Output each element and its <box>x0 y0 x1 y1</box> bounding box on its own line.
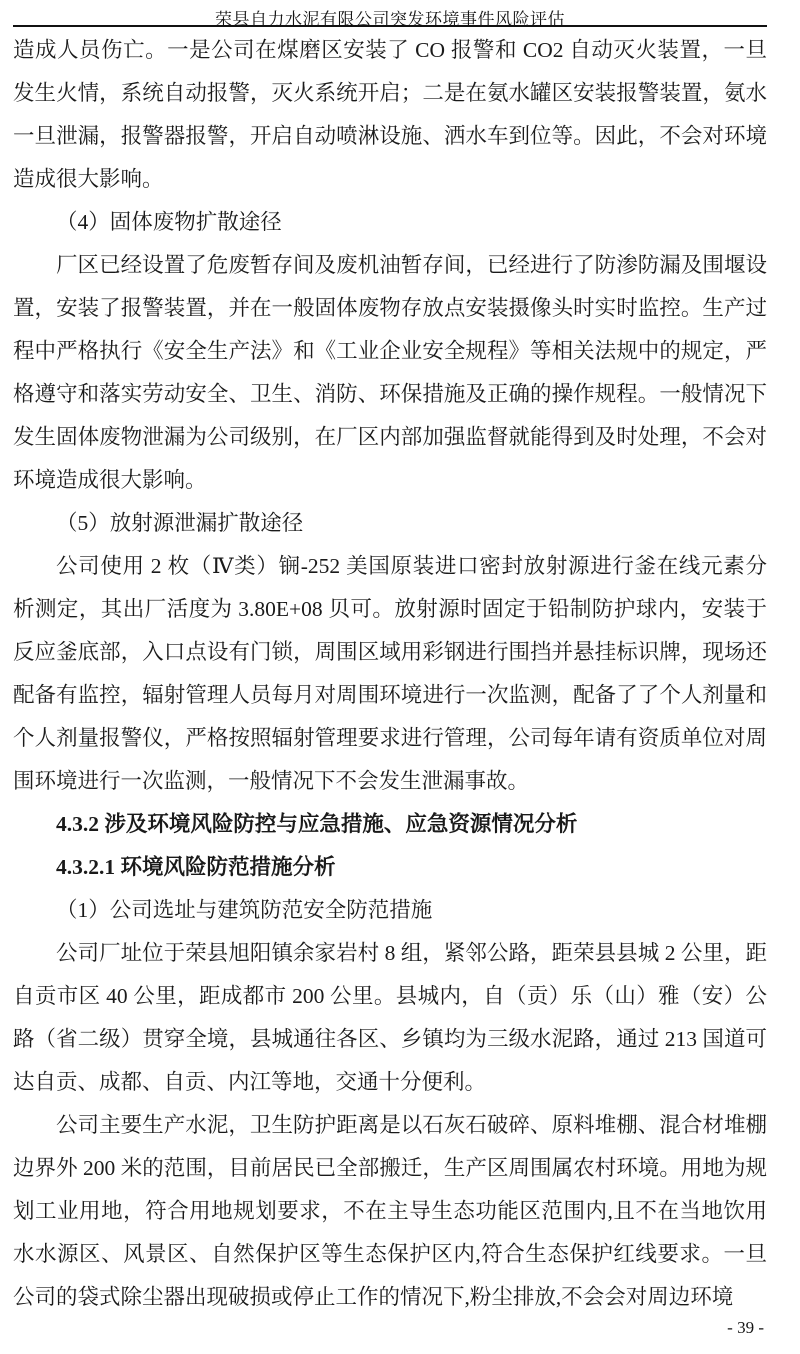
paragraph: 公司厂址位于荣县旭阳镇余家岩村 8 组，紧邻公路，距荣县县城 2 公里，距自贡市区 40 公里，距成都市 200 公里。县城内，自（贡）乐（山）雅（安）公路（省二级）贯穿全境，县城通往各区、乡镇均为三级水泥路，通过 213 国道可达自贡、成都、自贡、内江等地，交通十分便利。 <box>13 941 767 1094</box>
header-divider <box>13 25 767 27</box>
document-body <box>13 29 767 1319</box>
list-item-5: （5）放射源泄漏扩散途径 <box>56 511 304 535</box>
page-number: - 39 - <box>727 1318 764 1337</box>
page-header-title: 荣县自力水泥有限公司突发环境事件风险评估 <box>215 10 565 29</box>
list-item-4: （4）固体废物扩散途径 <box>56 210 282 234</box>
list-item-1: （1）公司选址与建筑防范安全防范措施 <box>56 898 433 922</box>
paragraph: 公司使用 2 枚（Ⅳ类）锎-252 美国原装进口密封放射源进行釜在线元素分析测定，其出厂活度为 3.80E+08 贝可。放射源时固定于铅制防护球内，安装于反应釜底部，入口点设有门锁，周围区域用彩钢进行围挡并悬挂标识牌，现场还配备有监控，辐射管理人员每月对周围环境进行一次监测，配备了了个人剂量和个人剂量报警仪，严格按照辐射管理要求进行管理，公司每年请有资质单位对周围环境进行一次监测，一般情况下不会发生泄漏事故。 <box>13 554 767 793</box>
section-heading-4-3-2-1: 4.3.2.1 环境风险防范措施分析 <box>56 855 336 879</box>
paragraph: 厂区已经设置了危废暂存间及废机油暂存间，已经进行了防渗防漏及围堰设置，安装了报警装置，并在一般固体废物存放点安装摄像头时实时监控。生产过程中严格执行《安全生产法》和《工业企业安全规程》等相关法规中的规定，严格遵守和落实劳动安全、卫生、消防、环保措施及正确的操作规程。一般情况下发生固体废物泄漏为公司级别，在厂区内部加强监督就能得到及时处理，不会对环境造成很大影响。 <box>13 253 767 492</box>
section-heading-4-3-2: 4.3.2 涉及环境风险防控与应急措施、应急资源情况分析 <box>56 812 578 836</box>
paragraph: 公司主要生产水泥，卫生防护距离是以石灰石破碎、原料堆棚、混合材堆棚边界外 200 米的范围，目前居民已全部搬迁，生产区周围属农村环境。用地为规划工业用地，符合用地规划要求，不在主导生态功能区范围内,且不在当地饮用水水源区、风景区、自然保护区等生态保护区内,符合生态保护红线要求。一旦公司的袋式除尘器出现破损或停止工作的情况下,粉尘排放,不会会对周边环境 <box>13 1113 767 1309</box>
paragraph: 造成人员伤亡。一是公司在煤磨区安装了 CO 报警和 CO2 自动灭火装置，一旦发生火情，系统自动报警，灭火系统开启；二是在氨水罐区安装报警装置，氨水一旦泄漏，报警器报警，开启自动喷淋设施、洒水车到位等。因此，不会对环境造成很大影响。 <box>13 38 767 191</box>
